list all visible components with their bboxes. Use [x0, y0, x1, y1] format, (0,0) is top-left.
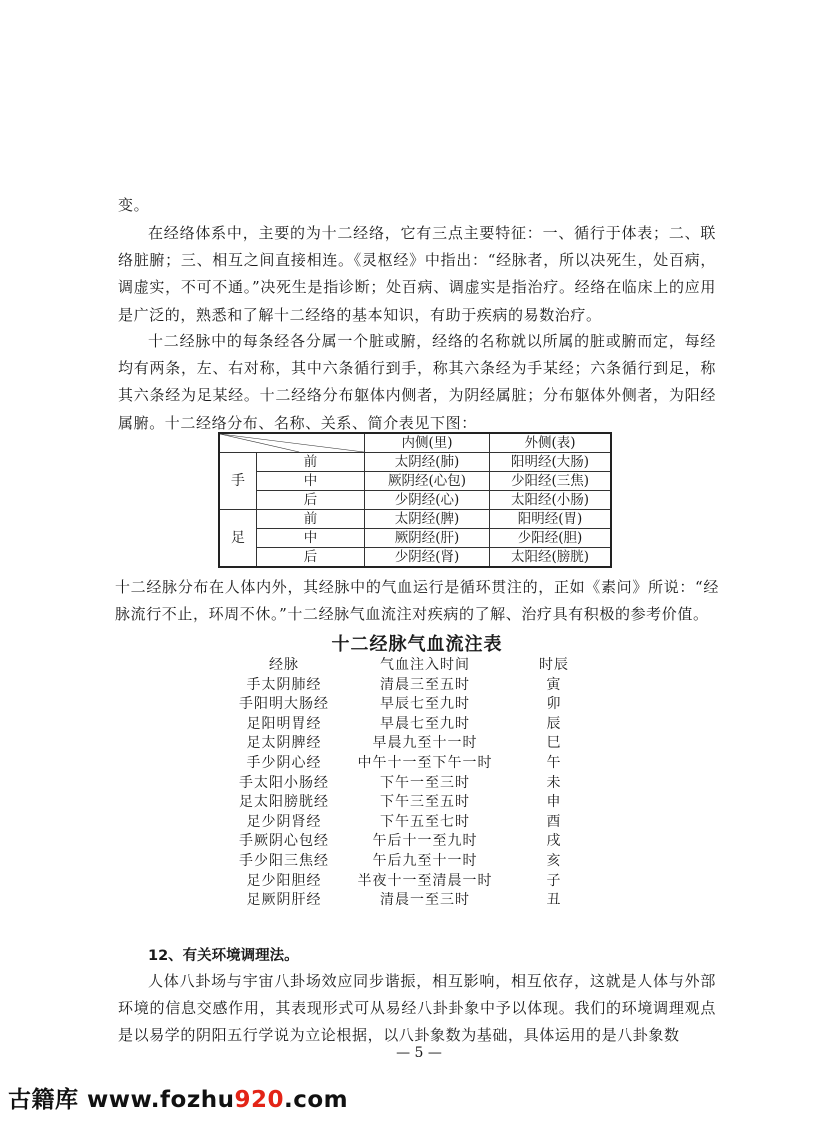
row-time: 早晨七至九时: [380, 715, 470, 732]
row-time: 下午一至三时: [380, 774, 470, 791]
row-shichen: 卯: [546, 696, 562, 713]
row-outer: 阳明经(大肠): [490, 453, 612, 472]
row-part: 中: [257, 472, 365, 491]
table-row: [228, 852, 598, 872]
row-meridian: 足厥阴肝经: [246, 892, 322, 909]
table-row: [219, 472, 611, 491]
row-meridian: 足少阳胆经: [246, 872, 322, 889]
row-time: 午后九至十一时: [372, 852, 478, 869]
row-part: 后: [257, 491, 365, 510]
row-shichen: 丑: [546, 892, 562, 909]
row-time: 下午五至七时: [380, 813, 470, 830]
row-time: 午后十一至九时: [372, 833, 478, 850]
watermark-footer: [8, 1081, 348, 1114]
group-hand: 手: [219, 453, 257, 510]
row-time: 中午十一至下午一时: [357, 754, 493, 771]
table2-header-row: [228, 656, 598, 676]
row-shichen: 未: [546, 774, 562, 791]
row-time: 下午三至五时: [380, 794, 470, 811]
header-time: 气血注入时间: [380, 657, 470, 673]
paragraph-2: 十二经脉中的每条经各分属一个脏或腑，经络的名称就以所属的脏或腑而定，每经均有两条，左、右对称，其中六条循行到手，称其六条经为手某经；六条循行到足，称其六条经为足某经。十二经络分布躯体内侧者，为阴经属脏；分布躯体外侧者，为阳经属腑。十二经络分布、名称、关系、简介表见下图：: [118, 332, 716, 432]
row-meridian: 足阳明胃经: [246, 715, 322, 732]
row-inner: 厥阴经(心包): [365, 472, 490, 491]
group-foot: 足: [219, 510, 257, 568]
footer-text: 古籍库 www.fozhu: [8, 1087, 235, 1113]
row-meridian: 手少阳三焦经: [239, 852, 329, 869]
row-shichen: 申: [546, 794, 562, 811]
row-meridian: 手太阴肺经: [246, 676, 322, 693]
header-meridian: 经脉: [269, 657, 299, 673]
table-row: [228, 813, 598, 833]
header-shichen: 时辰: [539, 657, 569, 673]
table-row: [228, 891, 598, 911]
paragraph-3: 十二经脉分布在人体内外，其经脉中的气血运行是循环贯注的，正如《素问》所说：“经脉流行不止，环周不休。”十二经脉气血流注对疾病的了解、治疗具有积极的参考价值。: [115, 578, 719, 624]
row-part: 后: [257, 548, 365, 568]
table-row: [228, 695, 598, 715]
row-meridian: 手太阳小肠经: [239, 774, 329, 791]
row-shichen: 午: [546, 754, 562, 771]
row-meridian: 手少阴心经: [246, 754, 322, 771]
row-shichen: 亥: [546, 852, 562, 869]
row-shichen: 辰: [546, 715, 562, 732]
table-row: [219, 510, 611, 529]
row-shichen: 酉: [546, 813, 562, 830]
row-outer: 太阳经(小肠): [490, 491, 612, 510]
row-outer: 太阳经(膀胱): [490, 548, 612, 568]
table-row: [228, 676, 598, 696]
row-time: 清晨三至五时: [380, 676, 470, 693]
row-meridian: 足太阴脾经: [246, 735, 322, 752]
row-shichen: 巳: [546, 735, 562, 752]
table-row: [228, 734, 598, 754]
row-time: 清晨一至三时: [380, 892, 470, 909]
diagonal-header-cell: [219, 433, 365, 453]
row-outer: 少阳经(三焦): [490, 472, 612, 491]
row-inner: 太阴经(肺): [365, 453, 490, 472]
row-part: 前: [257, 510, 365, 529]
table-row: [228, 715, 598, 735]
table-row: [219, 548, 611, 568]
row-meridian: 手阳明大肠经: [239, 696, 329, 713]
table-row: [228, 872, 598, 892]
qi-blood-flow-table: [228, 656, 598, 911]
footer-number: 920: [234, 1087, 284, 1113]
row-time: 早晨九至十一时: [372, 735, 478, 752]
paragraph-0: 变。: [118, 196, 150, 214]
row-shichen: 子: [546, 872, 562, 889]
table-row: [228, 774, 598, 794]
footer-suffix: .com: [283, 1087, 349, 1113]
diagonal-lines: [220, 434, 364, 452]
row-outer: 阳明经(胃): [490, 510, 612, 529]
row-meridian: 手厥阴心包经: [239, 833, 329, 850]
paragraph-1: 在经络体系中，主要的为十二经络，它有三点主要特征：一、循行于体表；二、联络脏腑；三、相互之间直接相连。《灵枢经》中指出：“经脉者，所以决死生，处百病，调虚实，不可不通。”决死生是指诊断；处百病、调虚实是指治疗。经络在临床上的应用是广泛的，熟悉和了解十二经络的基本知识，有助于疾病的易数治疗。: [118, 224, 716, 324]
header-outer: 外侧(表): [490, 433, 612, 453]
table-row: [228, 793, 598, 813]
row-shichen: 寅: [546, 676, 562, 693]
table1-header-row: [219, 433, 611, 453]
row-part: 中: [257, 529, 365, 548]
table-row: [219, 529, 611, 548]
row-meridian: 足太阳膀胱经: [239, 794, 329, 811]
table-row: [228, 832, 598, 852]
row-inner: 厥阴经(肝): [365, 529, 490, 548]
page-number: — 5 —: [396, 1045, 442, 1061]
meridian-distribution-table: [218, 432, 612, 568]
row-time: 半夜十一至清晨一时: [357, 872, 493, 889]
table-row: [228, 754, 598, 774]
row-inner: 少阴经(心): [365, 491, 490, 510]
flow-table-title: 十二经脉气血流注表: [331, 634, 503, 655]
table-row: [219, 491, 611, 510]
header-inner: 内侧(里): [365, 433, 490, 453]
paragraph-4: 人体八卦场与宇宙八卦场效应同步谐振，相互影响，相互依存，这就是人体与外部环境的信息交感作用，其表现形式可从易经八卦卦象中予以体现。我们的环境调理观点是以易学的阴阳五行学说为立论根据，以八卦象数为基础，具体运用的是八卦象数: [118, 972, 716, 1045]
row-part: 前: [257, 453, 365, 472]
row-inner: 少阴经(肾): [365, 548, 490, 568]
section-heading: 12、有关环境调理法。: [148, 948, 299, 964]
row-shichen: 戌: [546, 833, 562, 850]
row-inner: 太阴经(脾): [365, 510, 490, 529]
row-meridian: 足少阴肾经: [246, 813, 322, 830]
row-outer: 少阳经(胆): [490, 529, 612, 548]
table-row: [219, 453, 611, 472]
row-time: 早辰七至九时: [380, 696, 470, 713]
